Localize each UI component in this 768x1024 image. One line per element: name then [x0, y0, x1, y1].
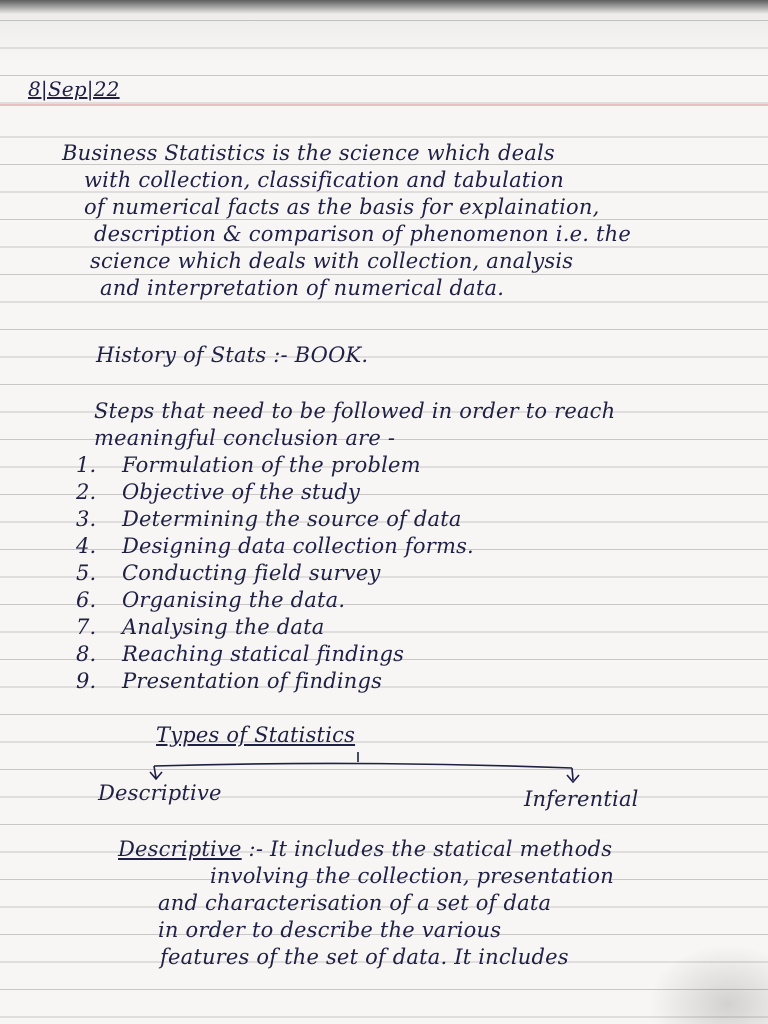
step-number: 7. — [76, 615, 97, 639]
step-number: 9. — [76, 669, 97, 693]
tree-branch-line — [154, 763, 572, 768]
list-item — [76, 452, 474, 479]
list-item — [76, 560, 474, 587]
descriptive-line: and characterisation of a set of data — [158, 891, 552, 915]
list-item — [76, 614, 474, 641]
steps-intro — [94, 398, 615, 452]
header-margin-line — [0, 104, 768, 106]
step-number: 4. — [76, 534, 97, 558]
right-arrow — [567, 768, 579, 782]
definition-line: science which deals with collection, analysis — [90, 249, 574, 273]
list-item — [76, 668, 474, 695]
step-number: 8. — [76, 642, 97, 666]
page-corner-shadow — [648, 944, 768, 1024]
descriptive-paragraph — [118, 836, 614, 971]
step-text: Formulation of the problem — [122, 453, 421, 477]
descriptive-line — [118, 836, 614, 863]
descriptive-line: involving the collection, presentation — [210, 864, 614, 888]
note-date: 8|Sep|22 — [28, 77, 120, 101]
step-text: Objective of the study — [122, 480, 361, 504]
steps-intro-line: Steps that need to be followed in order to reach — [94, 399, 616, 423]
step-number: 3. — [76, 507, 97, 531]
list-item — [76, 533, 474, 560]
left-arrow — [150, 766, 162, 779]
descriptive-text: :- It includes the statical methods — [248, 837, 613, 861]
step-text: Presentation of findings — [122, 669, 383, 693]
page-top-shadow — [0, 0, 768, 14]
list-item — [76, 479, 474, 506]
step-text: Organising the data. — [122, 588, 346, 612]
descriptive-line: features of the set of data. It includes — [160, 945, 569, 969]
step-text: Designing data collection forms. — [122, 534, 474, 558]
definition-line: Business Statistics is the science which deals — [62, 141, 555, 165]
step-number: 2. — [76, 480, 97, 504]
definition-line: description & comparison of phenomenon i.e. the — [94, 222, 631, 246]
definition-paragraph — [62, 140, 631, 302]
step-text: Reaching statical findings — [122, 642, 405, 666]
step-number: 1. — [76, 453, 97, 477]
types-heading: Types of Statistics — [156, 723, 356, 747]
definition-line: of numerical facts as the basis for explaination, — [84, 195, 600, 219]
descriptive-line: in order to describe the various — [158, 918, 502, 942]
list-item — [76, 506, 474, 533]
step-number: 5. — [76, 561, 97, 585]
step-text: Conducting field survey — [122, 561, 381, 585]
step-text: Determining the source of data — [122, 507, 462, 531]
definition-line: and interpretation of numerical data. — [100, 276, 505, 300]
list-item — [76, 641, 474, 668]
step-number: 6. — [76, 588, 97, 612]
definition-line: with collection, classification and tabulation — [84, 168, 564, 192]
steps-intro-line: meaningful conclusion are - — [94, 426, 396, 450]
history-line: History of Stats :- BOOK. — [96, 343, 369, 367]
descriptive-heading: Descriptive — [118, 837, 242, 861]
list-item — [76, 587, 474, 614]
step-text: Analysing the data — [122, 615, 325, 639]
steps-list — [76, 452, 474, 695]
branch-descriptive: Descriptive — [98, 781, 222, 805]
branch-inferential: Inferential — [524, 787, 639, 811]
